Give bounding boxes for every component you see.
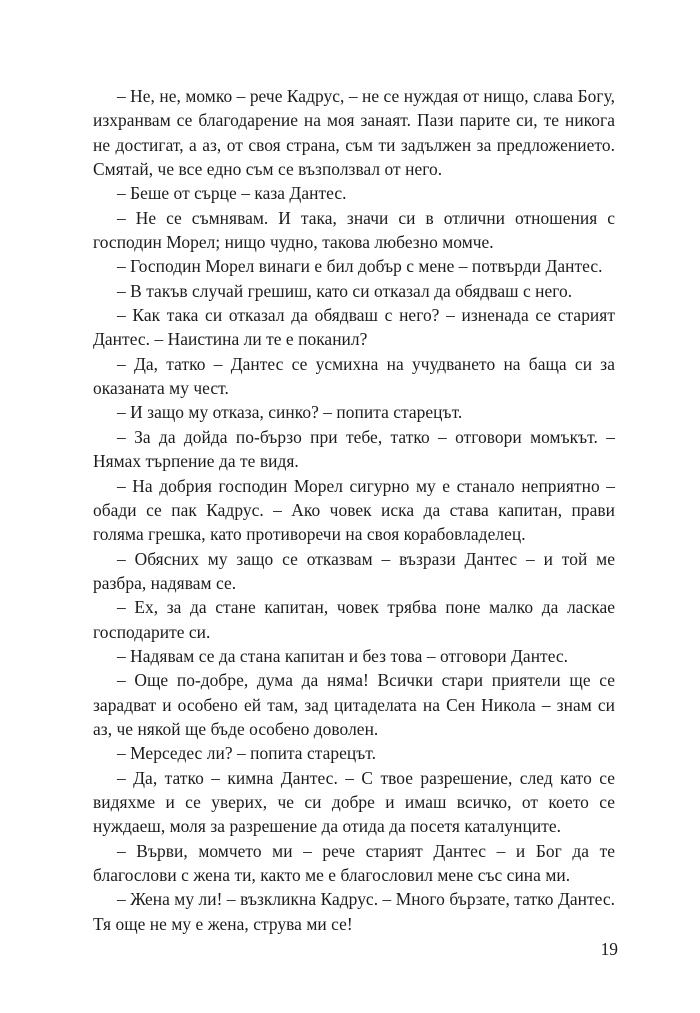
paragraph: – Жена му ли! – възкликна Кадрус. – Много бързате, татко Дантес. Тя още не му е жена, струва ми се! xyxy=(93,889,615,934)
page-text-block xyxy=(93,84,615,936)
paragraph: – Обясних му защо се отказвам – възрази Дантес – и той ме разбра, надявам се. xyxy=(93,548,615,593)
paragraph: – Върви, момчето ми – рече старият Дантес – и Бог да те благослови с жена ти, както ме е благословил мене със сина ми. xyxy=(93,840,615,885)
paragraph: – Още по-добре, дума да няма! Всички стари приятели ще се зарадват и особено ей там, зад цитаделата на Сен Никола – знам си аз, че някой ще бъде особено доволен. xyxy=(93,670,615,739)
paragraph: – Ех, за да стане капитан, човек трябва поне малко да ласкае господарите си. xyxy=(93,597,615,642)
paragraph: – На добрия господин Морел сигурно му е станало неприятно – обади се пак Кадрус. – Ако човек иска да става капитан, прави голяма грешка, като противоречи на своя корабовладелец. xyxy=(93,475,615,545)
paragraph: – Господин Морел винаги е бил добър с мене – потвърди Дантес. xyxy=(117,256,603,277)
paragraph: – За да дойда по-бързо при тебе, татко – отговори момъкът. – Нямах търпение да те видя. xyxy=(93,426,615,472)
paragraph: – Да, татко – кимна Дантес. – С твое разрешение, след като се видяхме и се уверих, че си добре и имаш всичко, от което се нуждаеш, моля за разрешение да отида да посетя каталунците. xyxy=(93,767,615,837)
paragraph: – Не, не, момко – рече Кадрус, – не се нуждая от нищо, слава Богу, изхранвам се благодарение на моя занаят. Пази парите си, те никога не достигат, а аз, от своя страна, съм ти задължен за предложението. Смятай, че все едно съм се възползвал от него. xyxy=(93,86,615,180)
paragraph: – Надявам се да стана капитан и без това – отговори Дантес. xyxy=(117,645,569,666)
paragraph: – Как така си отказал да обядваш с него? – изненада се старият Дантес. – Наистина ли те е поканил? xyxy=(93,305,615,350)
paragraph: – Мерседес ли? – попита старецът. xyxy=(117,743,377,764)
paragraph: – Не се съмнявам. И така, значи си в отлични отношения с господин Морел; нищо чудно, такова любезно момче. xyxy=(93,207,615,253)
paragraph: – И защо му отказа, синко? – попита старецът. xyxy=(117,402,463,423)
paragraph: – Беше от сърце – каза Дантес. xyxy=(117,183,347,204)
page-number: 19 xyxy=(600,939,618,959)
paragraph: – Да, татко – Дантес се усмихна на учудването на баща си за оказаната му чест. xyxy=(93,353,615,399)
paragraph: – В такъв случай грешиш, като си отказал да обядваш с него. xyxy=(117,280,573,301)
